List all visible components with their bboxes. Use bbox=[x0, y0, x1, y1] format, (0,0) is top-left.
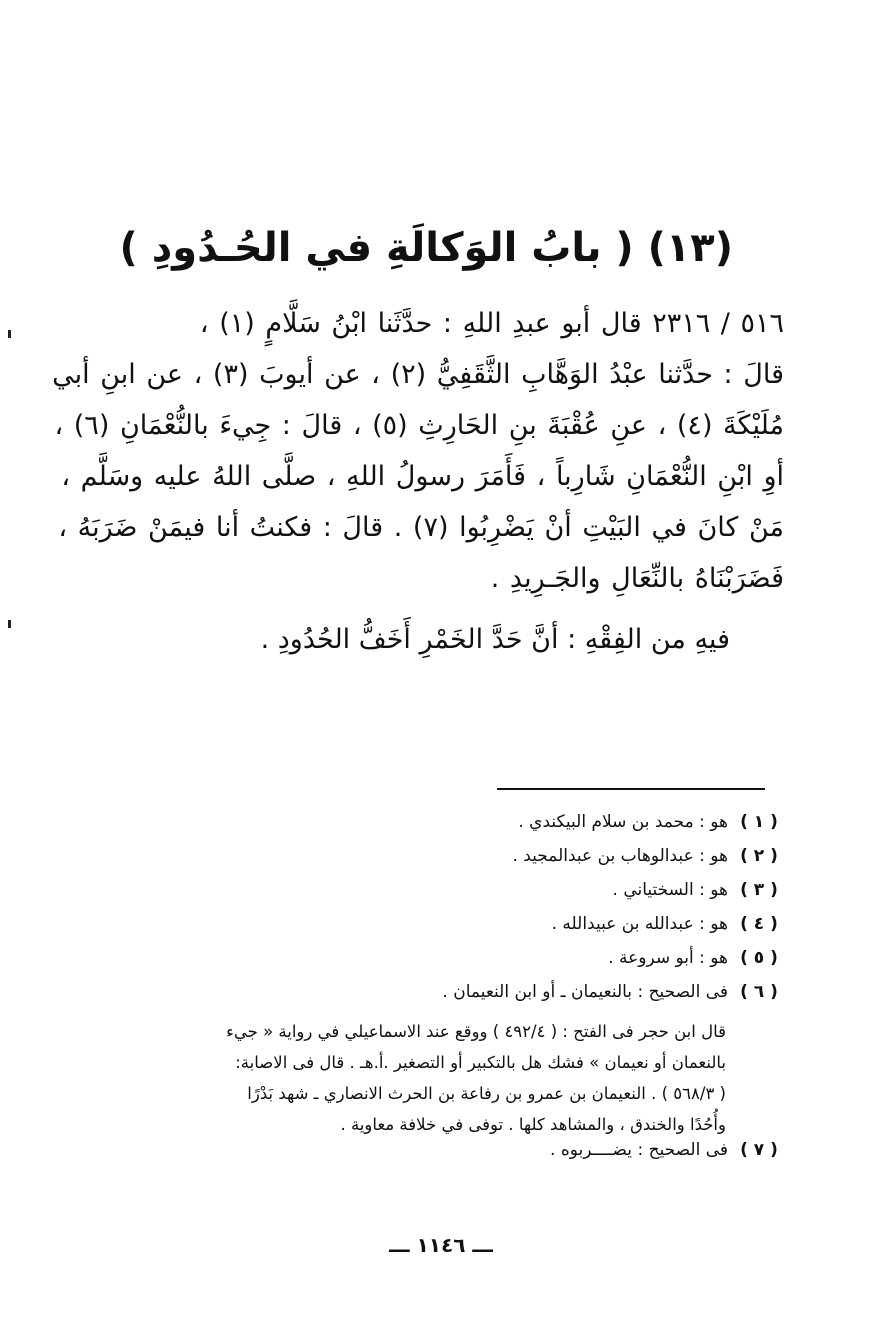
left-margin-mark-lower bbox=[8, 620, 11, 628]
page-number: ـــ ١١٤٦ ـــ bbox=[389, 1233, 493, 1257]
footnote-text: هو : السختياني . bbox=[612, 880, 728, 900]
footnote-number: ( ٦ ) bbox=[740, 982, 778, 1002]
footnote-6-detail bbox=[100, 1016, 782, 1140]
fiqh-note: فيهِ من الفِقْهِ : أنَّ حَدَّ الخَمْرِ أَخَفُّ الحُدُودِ . bbox=[260, 624, 730, 655]
footnote-text: هو : عبدالله بن عبيدالله . bbox=[551, 914, 728, 934]
footnote-text: فى الصحيح : يضــــربوه . bbox=[550, 1140, 728, 1160]
footnote-text: هو : عبدالوهاب بن عبدالمجيد . bbox=[512, 846, 728, 866]
footnote-number: ( ٢ ) bbox=[740, 846, 778, 866]
footnotes bbox=[100, 812, 782, 1174]
footnote-number: ( ٤ ) bbox=[740, 914, 778, 934]
hadith-line: مُلَيْكَةَ (٤) ، عنِ عُقْبَةَ بنِ الحَارِثِ (٥) ، قالَ : جِيءَ بالنُّعْمَانِ (٦) ، bbox=[54, 410, 784, 441]
footnote-number: ( ٥ ) bbox=[740, 948, 778, 968]
footnote-text: هو : أبو سروعة . bbox=[608, 948, 728, 968]
left-margin-mark bbox=[8, 330, 11, 338]
chapter-title: (١٣) ( بابُ الوَكالَةِ في الحُـدُودِ ) bbox=[119, 225, 733, 271]
footnote-detail-line: قال ابن حجر فى الفتح : ( ٤٩٢/٤ ) ووقع عند الاسماعيلي في رواية « جيء bbox=[226, 1022, 726, 1041]
footnote-5 bbox=[100, 948, 782, 982]
footnote-number: ( ٧ ) bbox=[740, 1140, 778, 1160]
footnote-2 bbox=[100, 846, 782, 880]
hadith-line: قالَ : حدَّثنا عبْدُ الوَهَّابِ الثَّقَفِيُّ (٢) ، عن أيوبَ (٣) ، عن ابنِ أبي bbox=[52, 359, 784, 390]
hadith-line: أوِ ابْنِ النُّعْمَانِ شَارِباً ، فَأَمَرَ رسولُ اللهِ ، صلَّى اللهُ عليه وسَلَّم ، bbox=[61, 461, 784, 492]
footnote-text: هو : محمد بن سلام البيكندي . bbox=[518, 812, 728, 832]
footnote-7 bbox=[100, 1140, 782, 1174]
footnote-detail-line: بالنعمان أو نعيمان » فشك هل بالتكبير أو التصغير .أ.هـ . قال فى الاصابة: bbox=[235, 1053, 726, 1072]
hadith-line: مَنْ كانَ في البَيْتِ أنْ يَضْرِبُوا (٧) . قالَ : فكنتُ أنا فيمَنْ ضَرَبَهُ ، bbox=[58, 512, 784, 543]
hadith-line: ٥١٦ / ٢٣١٦ قال أبو عبدِ اللهِ : حدَّثَنا ابْنُ سَلَّامٍ (١) ، bbox=[199, 308, 784, 339]
footnote-detail-line: وأُحُدًا والخندق ، والمشاهد كلها . توفى في خلافة معاوية . bbox=[340, 1115, 726, 1134]
footnote-detail-line: ( ٥٦٨/٣ ) . النعيمان بن عمرو بن رفاعة بن الحرث الانصاري ـ شهد بَدْرًا bbox=[247, 1084, 726, 1103]
footnote-number: ( ٣ ) bbox=[740, 880, 778, 900]
footnote-1 bbox=[100, 812, 782, 846]
footnote-separator bbox=[497, 788, 765, 790]
footnote-6 bbox=[100, 982, 782, 1016]
hadith-text bbox=[52, 298, 784, 604]
footnote-3 bbox=[100, 880, 782, 914]
footnote-4 bbox=[100, 914, 782, 948]
hadith-line: فَضَرَبْنَاهُ بالنِّعَالِ والجَـرِيدِ . bbox=[490, 563, 784, 594]
footnote-number: ( ١ ) bbox=[740, 812, 778, 832]
footnote-text: فى الصحيح : بالنعيمان ـ أو ابن النعيمان . bbox=[442, 982, 728, 1002]
